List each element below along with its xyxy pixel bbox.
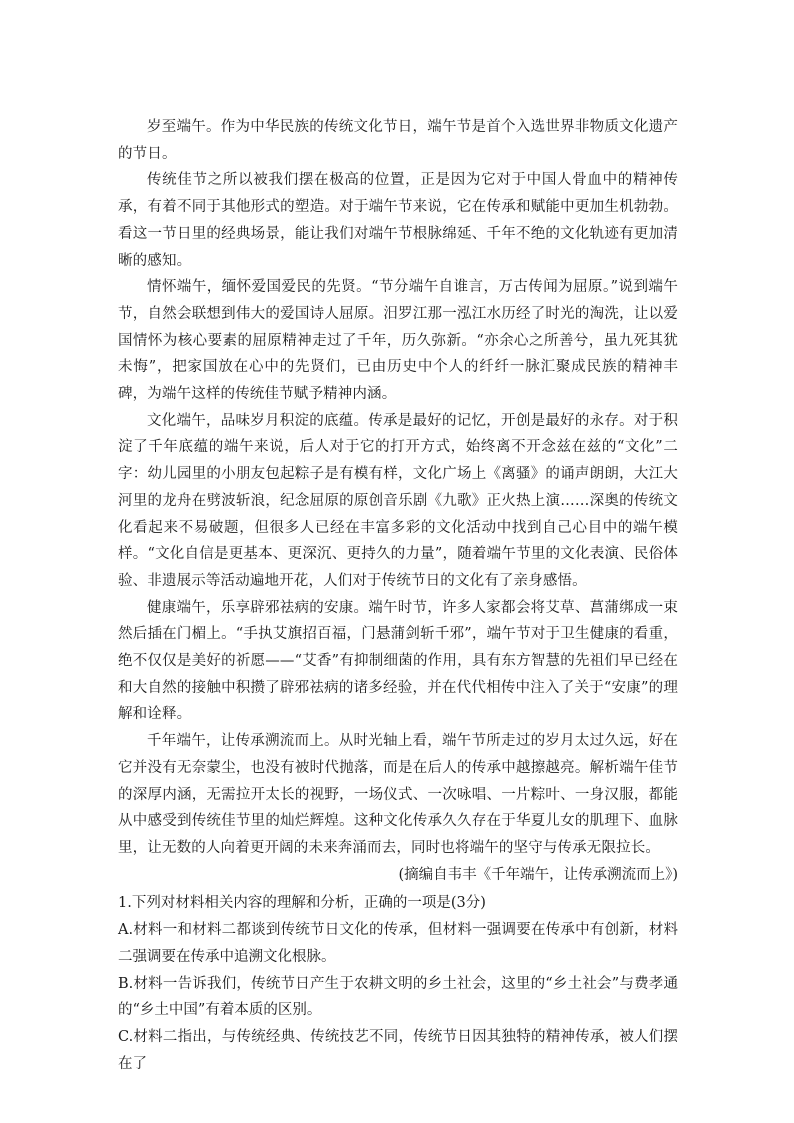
document-page (118, 114, 678, 1077)
question-stem: 1.下列对材料相关内容的理解和分析，正确的一项是(3分) (118, 895, 486, 912)
article-paragraph-4: 文化端午，品味岁月积淀的底蕴。传承是最好的记忆，开创是最好的永存。对于积淀了千年底蕴的端午来说，后人对于它的打开方式，始终离不开念兹在兹的“文化”二字：幼儿园里的小朋友包起粽子是有模有样，文化广场上《离骚》的诵声朗朗，大江大河里的龙舟在劈波斩浪，纪念屈原的原创音乐剧《九歌》正火热上演……深奥的传统文化看起来不易破题，但很多人已经在丰富多彩的文化活动中找到自己心目中的端午模样。“文化自信是更基本、更深沉、更持久的力量”，随着端午节里的文化表演、民俗体验、非遗展示等活动遍地开花，人们对于传统节日的文化有了亲身感悟。 (118, 412, 678, 589)
article-paragraph-1: 岁至端午。作为中华民族的传统文化节日，端午节是首个入选世界非物质文化遗产的节日。 (118, 119, 678, 162)
article-paragraph-3: 情怀端午，缅怀爱国爱民的先贤。“节分端午自谁言，万古传闻为屈原。”说到端午节，自然会联想到伟大的爱国诗人屈原。汨罗江那一泓江水历经了时光的淘洗，让以爱国情怀为核心要素的屈原精神走过了千年，历久弥新。“亦余心之所善兮，虽九死其犹未悔”，把家国放在心中的先贤们，已由历史中个人的纤纤一脉汇聚成民族的精神丰碑，为端午这样的传统佳节赋予精神内涵。 (118, 279, 678, 403)
article-paragraph-5: 健康端午，乐享辟邪祛病的安康。端午时节，许多人家都会将艾草、菖蒲绑成一束然后插在门楣上。“手执艾旗招百福，门悬蒲剑斩千邪”，端午节对于卫生健康的看重，绝不仅仅是美好的祈愿——“艾香”有抑制细菌的作用，具有东方智慧的先祖们早已经在和大自然的接触中积攒了辟邪祛病的诸多经验，并在代代相传中注入了关于“安康”的理解和诠释。 (118, 599, 678, 723)
question-option-a: A.材料一和材料二都谈到传统节日文化的传承，但材料一强调要在传承中有创新，材料二强调要在传承中追溯文化根脉。 (118, 922, 678, 965)
article-paragraph-2: 传统佳节之所以被我们摆在极高的位置，正是因为它对于中国人骨血中的精神传承，有着不同于其他形式的塑造。对于端午节来说，它在传承和赋能中更加生机勃勃。看这一节日里的经典场景，能让我们对端午节根脉绵延、千年不绝的文化轨迹有更加清晰的感知。 (118, 172, 678, 269)
question-option-b: B.材料一告诉我们，传统节日产生于农耕文明的乡土社会，这里的“乡土社会”与费孝通的“乡土中国”有着本质的区别。 (118, 975, 678, 1019)
article-paragraph-6: 千年端午，让传承溯流而上。从时光轴上看，端午节所走过的岁月太过久远，好在它并没有无奈蒙尘，也没有被时代抛落，而是在后人的传承中越擦越亮。解析端午佳节的深厚内涵，无需拉开太长的视野，一场仪式、一次咏唱、一片粽叶、一身汉服，都能从中感受到传统佳节里的灿烂辉煌。这种文化传承久久存在于华夏儿女的肌理下、血脉里，让无数的人向着更开阔的未来奔涌而去，同时也将端午的坚守与传承无限拉长。 (118, 733, 678, 856)
article-source: (摘编自韦丰《千年端午，让传承溯流而上》) (398, 866, 678, 883)
question-option-c: C.材料二指出，与传统经典、传统技艺不同，传统节日因其独特的精神传承，被人们摆在了 (118, 1028, 678, 1072)
